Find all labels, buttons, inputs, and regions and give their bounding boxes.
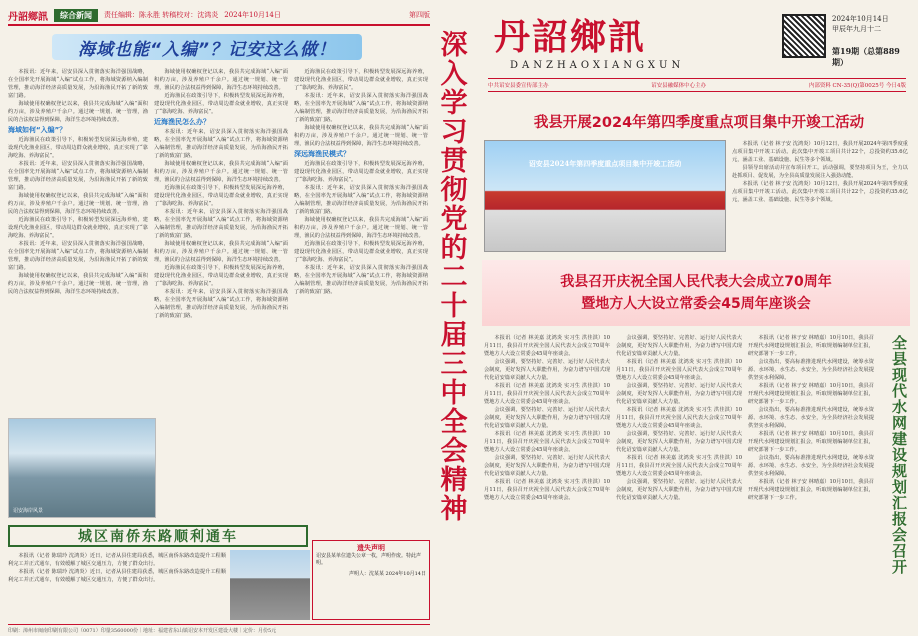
article-paragraph: 海域使用权确权登记以来，我县共完成海域“入编”面积约万亩，涉及养殖户千余户。通过统一规划、统一管理，渔民的合法权益得到保障，海洋生态环境持续改善。 — [154, 161, 288, 183]
article-paragraph: 近海渔民在政策引导下，积极转型发展深远海养殖，建设现代化渔业园区，带动周边群众就业增收，真正实现了“靠海吃海、养海富民”。 — [294, 161, 428, 183]
article-paragraph: 本报讯：近年来，诏安县深入贯彻落实海洋强国战略，在全国率先开展海域“入编”试点工作，将海域资源纳入编制管理，推动海洋经济高质量发展，为沿海渔民开拓了新的致富门路。 — [8, 69, 148, 99]
article-paragraph: 本报讯（记者 林美嘉 沈鸿炎 实习生 洪佳淇）10月11日，我县召开庆祝全国人民代表大会成立70周年暨地方人大设立常委会45周年座谈会。 — [484, 479, 610, 501]
article-paragraph: 会议强调，要坚持好、完善好、运行好人民代表大会制度，更好发挥人大职能作用，为奋力谱写中国式现代化诏安篇章贡献人大力量。 — [484, 359, 610, 381]
water-network-article — [748, 334, 874, 630]
article-paragraph: 会议强调，要坚持好、完善好、运行好人民代表大会制度，更好发挥人大职能作用，为奋力谱写中国式现代化诏安篇章贡献人大力量。 — [616, 479, 742, 501]
article-paragraph: 本报讯（记者 林美嘉 沈鸿炎 实习生 洪佳淇）10月11日，我县召开庆祝全国人民代表大会成立70周年暨地方人大设立常委会45周年座谈会。 — [616, 359, 742, 381]
project-article — [732, 140, 908, 252]
road-photo — [230, 550, 310, 620]
qr-code-icon — [782, 14, 826, 58]
notice-body: 诏安县某单位遗失公章一枚，声明作废。特此声明。 — [316, 553, 422, 566]
info-right: 内部资料 CN-35(Q)第0025号 今日4版 — [808, 83, 906, 89]
article-paragraph: 本报讯：近年来，诏安县深入贯彻落实海洋强国战略，在全国率先开展海域“入编”试点工作，将海域资源纳入编制管理，推动海洋经济高质量发展，为沿海渔民开拓了新的致富门路。 — [294, 265, 428, 295]
article-paragraph: 海域使用权确权登记以来，我县共完成海域“入编”面积约万亩，涉及养殖户千余户。通过统一规划、统一管理，渔民的合法权益得到保障，海洋生态环境持续改善。 — [154, 69, 288, 91]
city-headline: 城区南侨东路顺利通车 — [8, 525, 308, 547]
editor-info: 责任编辑：陈永胜 转稿校对：沈鸿炎 — [104, 11, 219, 19]
article-paragraph: 近海渔民在政策引导下，积极转型发展深远海养殖，建设现代化渔业园区，带动周边群众就业增收，真正实现了“靠海吃海、养海富民”。 — [8, 137, 148, 159]
notice-sign: 声明人：沈某某 2024年10月14日 — [348, 571, 426, 577]
article-paragraph: 本报讯（记者 林美嘉 沈鸿炎 实习生 洪佳淇）10月11日，我县召开庆祝全国人民代表大会成立70周年暨地方人大设立常委会45周年座谈会。 — [616, 407, 742, 429]
city-article — [8, 552, 226, 618]
article-paragraph: 近海渔民在政策引导下，积极转型发展深远海养殖，建设现代化渔业园区，带动周边群众就业增收，真正实现了“靠海吃海、养海富民”。 — [154, 265, 288, 287]
printing-footer: 印刷：漳州市闽南印刷有限公司（0071）印量3560000份｜地址：福建省东山镇诏安本开发区建设大楼｜定价：月份5元 — [8, 624, 430, 634]
masthead-info-bar — [488, 78, 906, 92]
notice-box — [312, 540, 430, 620]
article-paragraph: 会议强调，要坚持好、完善好、运行好人民代表大会制度，更好发挥人大职能作用，为奋力谱写中国式现代化诏安篇章贡献人大力量。 — [616, 431, 742, 453]
section-tag: 综合新闻 — [54, 9, 98, 22]
article-paragraph: 海域使用权确权登记以来，我县共完成海域“入编”面积约万亩，涉及养殖户千余户。通过统一规划、统一管理，渔民的合法权益得到保障，海洋生态环境持续改善。 — [8, 273, 148, 295]
notice-title: 遗失声明 — [357, 543, 385, 552]
article-paragraph: 本报讯（记者 林美嘉 沈鸿炎 实习生 洪佳淇）10月11日，我县召开庆祝全国人民代表大会成立70周年暨地方人大设立常委会45周年座谈会。 — [484, 383, 610, 405]
article-column-2 — [154, 68, 288, 520]
article-paragraph: 本报讯（记者 林美嘉 沈鸿炎 实习生 洪佳淇）10月11日，我县召开庆祝全国人民代表大会成立70周年暨地方人大设立常委会45周年座谈会。 — [616, 455, 742, 477]
article-paragraph: 本报讯（记者 陈瑞玲 沈鸿炎）近日，记者从县住建局获悉，城区南侨东路改造提升工程顺利完工并正式通车，有效缓解了城区交通压力，方便了群众出行。 — [8, 553, 226, 567]
article-paragraph: 海域使用权确权登记以来，我县共完成海域“入编”面积约万亩，涉及养殖户千余户。通过统一规划、统一管理，渔民的合法权益得到保障，海洋生态环境持续改善。 — [8, 193, 148, 215]
article-paragraph: 本报讯：近年来，诏安县深入贯彻落实海洋强国战略，在全国率先开展海域“入编”试点工作，将海域资源纳入编制管理，推动海洋经济高质量发展，为沿海渔民开拓了新的致富门路。 — [294, 185, 428, 215]
coast-photo — [8, 418, 156, 518]
info-mid: 诏安县融媒体中心主办 — [651, 83, 707, 89]
info-left: 中共诏安县委宣传部主办 — [488, 83, 549, 89]
article-paragraph: 海域使用权确权登记以来，我县共完成海域“入编”面积约万亩，涉及养殖户千余户。通过统一规划、统一管理，渔民的合法权益得到保障，海洋生态环境持续改善。 — [8, 101, 148, 123]
article-paragraph: 本报讯（记者 林子安 林晴嘉）10月10日，我县召开现代水网建设规划汇报会，听取规划编制单位汇报，研究部署下一步工作。 — [748, 383, 874, 405]
water-network-vertical-headline: 全县现代水网建设规划汇报会召开 — [890, 335, 908, 575]
masthead-logo: 丹詔鄉訊 — [494, 16, 647, 58]
article-paragraph: 会议强调，要坚持好、完善好、运行好人民代表大会制度，更好发挥人大职能作用，为奋力谱写中国式现代化诏安篇章贡献人大力量。 — [484, 407, 610, 429]
npc-headline — [482, 260, 910, 326]
page-date: 2024年10月14日 — [224, 11, 281, 19]
npc-headline-line2: 暨地方人大设立常委会45周年座谈会 — [581, 296, 811, 312]
article-paragraph: 县领导出席活动并宣布项目开工。活动强调，要坚持项目为王，全力以赴抓项目、促发展，为全县高质量发展注入强劲动能。 — [732, 165, 908, 179]
photo-banner: 诏安县2024年第四季度重点项目集中开竣工活动 — [528, 159, 682, 168]
issue-number: 第19期（总第889期） — [832, 46, 900, 67]
page-number: 第四版 — [409, 11, 430, 19]
article-paragraph: 本报讯：近年来，诏安县深入贯彻落实海洋强国战略，在全国率先开展海域“入编”试点工作，将海域资源纳入编制管理，推动海洋经济高质量发展，为沿海渔民开拓了新的致富门路。 — [154, 129, 288, 159]
masthead-date — [832, 14, 889, 34]
date-text: 2024年10月14日 — [832, 15, 889, 23]
article-paragraph: 会议指出，要高标准推进现代水网建设，统筹水资源、水环境、水生态、水安全，为全县经济社会发展提供坚实水利保障。 — [748, 455, 874, 477]
article-paragraph: 本报讯：近年来，诏安县深入贯彻落实海洋强国战略，在全国率先开展海域“入编”试点工作，将海域资源纳入编制管理，推动海洋经济高质量发展，为沿海渔民开拓了新的致富门路。 — [154, 289, 288, 319]
article-paragraph: 近海渔民在政策引导下，积极转型发展深远海养殖，建设现代化渔业园区，带动周边群众就业增收，真正实现了“靠海吃海、养海富民”。 — [154, 185, 288, 207]
article-paragraph: 海域使用权确权登记以来，我县共完成海域“入编”面积约万亩，涉及养殖户千余户。通过统一规划、统一管理，渔民的合法权益得到保障，海洋生态环境持续改善。 — [294, 125, 428, 147]
article-paragraph: 会议强调，要坚持好、完善好、运行好人民代表大会制度，更好发挥人大职能作用，为奋力谱写中国式现代化诏安篇章贡献人大力量。 — [616, 335, 742, 357]
lead-headline: 海域也能“入编”？记安这么做！ — [52, 34, 362, 60]
article-paragraph: 近海渔民在政策引导下，积极转型发展深远海养殖，建设现代化渔业园区，带动周边群众就业增收，真正实现了“靠海吃海、养海富民”。 — [8, 217, 148, 239]
article-paragraph: 本报讯（记者 陈瑞玲 沈鸿炎）近日，记者从县住建局获悉，城区南侨东路改造提升工程顺利完工并正式通车，有效缓解了城区交通压力，方便了群众出行。 — [8, 569, 226, 583]
article-paragraph: 本报讯（记者 林子安 林晴嘉）10月10日，我县召开现代水网建设规划汇报会，听取规划编制单位汇报，研究部署下一步工作。 — [748, 431, 874, 453]
article-paragraph: 本报讯（记者 林子安 林晴嘉）10月10日，我县召开现代水网建设规划汇报会，听取规划编制单位汇报，研究部署下一步工作。 — [748, 479, 874, 501]
npc-column-2 — [616, 334, 742, 630]
article-paragraph: 会议指出，要高标准推进现代水网建设，统筹水资源、水环境、水生态、水安全，为全县经济社会发展提供坚实水利保障。 — [748, 407, 874, 429]
masthead — [480, 6, 910, 98]
article-paragraph: 本报讯（记者 林子安 林晴嘉）10月10日，我县召开现代水网建设规划汇报会，听取规划编制单位汇报，研究部署下一步工作。 — [748, 335, 874, 357]
article-paragraph: 海域使用权确权登记以来，我县共完成海域“入编”面积约万亩，涉及养殖户千余户。通过统一规划、统一管理，渔民的合法权益得到保障，海洋生态环境持续改善。 — [294, 217, 428, 239]
article-column-3 — [294, 68, 428, 520]
lunar-date: 甲辰年九月十二 — [832, 25, 881, 33]
npc-column-1 — [484, 334, 610, 630]
vertical-slogan: 深入学习贯彻党的二十届三中全会精神 — [435, 30, 467, 523]
article-paragraph: 会议指出，要高标准推进现代水网建设，统筹水资源、水环境、水生态、水安全，为全县经济社会发展提供坚实水利保障。 — [748, 359, 874, 381]
article-paragraph: 本报讯（记者 林子安 沈鸿炎）10月12日，我县开展2024年第四季度重点项目集中开竣工活动。此次集中开竣工项目共计22个，总投资约35.6亿元，涵盖工业、基础设施、民生等多个领域。 — [732, 181, 908, 203]
article-paragraph: 本报讯（记者 林子安 沈鸿炎）10月12日，我县开展2024年第四季度重点项目集中开竣工活动。此次集中开竣工项目共计22个，总投资约35.6亿元，涵盖工业、基础设施、民生等多个领域。 — [732, 141, 908, 163]
sub-heading: 深远海渔民模式？ — [294, 150, 350, 158]
sub-heading: 海域如何“入编”？ — [8, 126, 67, 134]
article-paragraph: 近海渔民在政策引导下，积极转型发展深远海养殖，建设现代化渔业园区，带动周边群众就业增收，真正实现了“靠海吃海、养海富民”。 — [294, 69, 428, 91]
article-paragraph: 海域使用权确权登记以来，我县共完成海域“入编”面积约万亩，涉及养殖户千余户。通过统一规划、统一管理，渔民的合法权益得到保障，海洋生态环境持续改善。 — [154, 241, 288, 263]
left-page-header — [8, 6, 430, 26]
article-paragraph: 本报讯（记者 林美嘉 沈鸿炎 实习生 洪佳淇）10月11日，我县召开庆祝全国人民代表大会成立70周年暨地方人大设立常委会45周年座谈会。 — [484, 335, 610, 357]
article-paragraph: 本报讯：近年来，诏安县深入贯彻落实海洋强国战略，在全国率先开展海域“入编”试点工作，将海域资源纳入编制管理，推动海洋经济高质量发展，为沿海渔民开拓了新的致富门路。 — [294, 93, 428, 123]
article-paragraph: 本报讯：近年来，诏安县深入贯彻落实海洋强国战略，在全国率先开展海域“入编”试点工作，将海域资源纳入编制管理，推动海洋经济高质量发展，为沿海渔民开拓了新的致富门路。 — [8, 241, 148, 271]
article-paragraph: 近海渔民在政策引导下，积极转型发展深远海养殖，建设现代化渔业园区，带动周边群众就业增收，真正实现了“靠海吃海、养海富民”。 — [294, 241, 428, 263]
headline-project: 我县开展2024年第四季度重点项目集中开竣工活动 — [533, 114, 865, 131]
article-paragraph: 本报讯：近年来，诏安县深入贯彻落实海洋强国战略，在全国率先开展海域“入编”试点工作，将海域资源纳入编制管理，推动海洋经济高质量发展，为沿海渔民开拓了新的致富门路。 — [154, 209, 288, 239]
article-paragraph: 会议强调，要坚持好、完善好、运行好人民代表大会制度，更好发挥人大职能作用，为奋力谱写中国式现代化诏安篇章贡献人大力量。 — [616, 383, 742, 405]
article-column-1 — [8, 68, 148, 413]
masthead-pinyin: DANZHAOXIANGXUN — [510, 60, 685, 71]
mini-logo: 丹詔鄉訊 — [8, 11, 48, 23]
npc-headline-line1: 我县召开庆祝全国人民代表大会成立70周年 — [560, 274, 832, 290]
project-article-cont — [484, 228, 726, 256]
article-paragraph: 本报讯（记者 林美嘉 沈鸿炎 实习生 洪佳淇）10月11日，我县召开庆祝全国人民代表大会成立70周年暨地方人大设立常委会45周年座谈会。 — [484, 431, 610, 453]
article-paragraph: 近海渔民在政策引导下，积极转型发展深远海养殖，建设现代化渔业园区，带动周边群众就业增收，真正实现了“靠海吃海、养海富民”。 — [154, 93, 288, 115]
photo-caption: 诏安海岸风景 — [13, 508, 44, 514]
sub-heading: 近海渔民怎么办？ — [154, 118, 210, 126]
article-paragraph: 会议强调，要坚持好、完善好、运行好人民代表大会制度，更好发挥人大职能作用，为奋力谱写中国式现代化诏安篇章贡献人大力量。 — [484, 455, 610, 477]
article-paragraph: 本报讯：近年来，诏安县深入贯彻落实海洋强国战略，在全国率先开展海域“入编”试点工作，将海域资源纳入编制管理，推动海洋经济高质量发展，为沿海渔民开拓了新的致富门路。 — [8, 161, 148, 191]
